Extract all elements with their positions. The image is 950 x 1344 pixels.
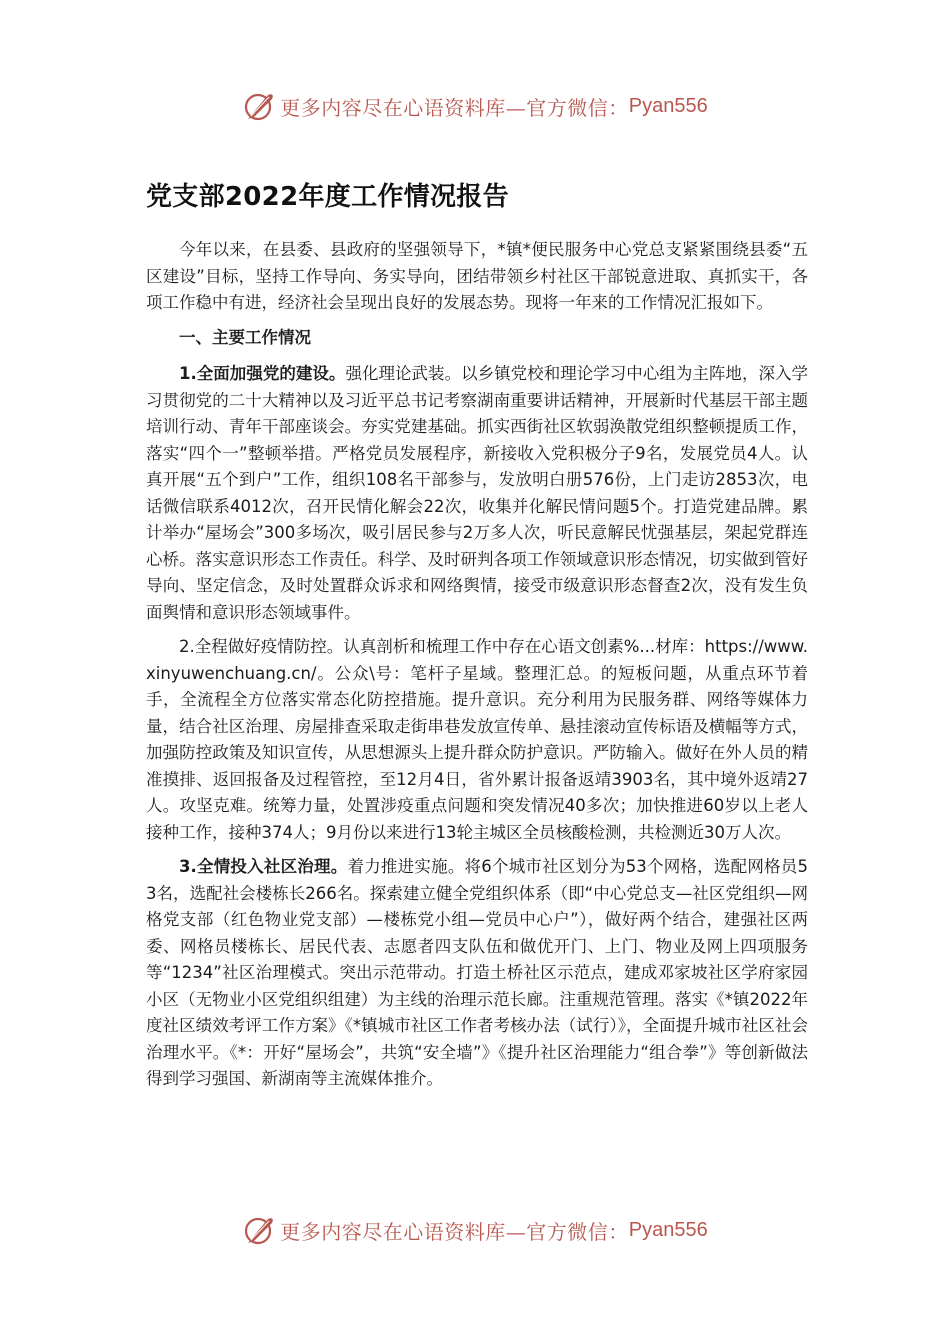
footer-watermark xyxy=(0,1210,950,1250)
item1-lead: 1.全面加强党的建设。 xyxy=(179,364,346,383)
document-body xyxy=(146,176,808,1101)
item3-lead: 3.全情投入社区治理。 xyxy=(179,857,348,876)
intro-paragraph: 今年以来，在县委、县政府的坚强领导下，*镇*便民服务中心党总支紧紧围绕县委“五区建设”目标，坚持工作导向、务实导向，团结带领乡村社区干部锐意进取、真抓实干，各项工作稳中有进，经济社会呈现出良好的发展态势。现将一年来的工作情况汇报如下。 xyxy=(146,240,808,312)
item1-paragraph xyxy=(146,361,808,626)
item2-paragraph: 2.全程做好疫情防控。认真剖析和梳理工作中存在心语文创素%...材库：https://www.xinyuwenchuang.cn/。公众\号：笔杆子星域。整理汇总。的短板问题，从重点环节着手，全流程全方位落实常态化防控措施。提升意识。充分利用为民服务群、网络等媒体力量，结合社区治理、房屋排查采取走街串巷发放宣传单、悬挂滚动宣传标语及横幅等方式，加强防控政策及知识宣传，从思想源头上提升群众防护意识。严防输入。做好在外人员的精准摸排、返回报备及过程管控，至12月4日，省外累计报备返靖3903名，其中境外返靖27人。攻坚克难。统筹力量，处置涉疫重点问题和突发情况40多次；加快推进60岁以上老人接种工作，接种374人；9月份以来进行13轮主城区全员核酸检测，共检测近30万人次。 xyxy=(146,637,809,842)
quill-logo-icon xyxy=(242,89,276,123)
watermark-id: Pyan556 xyxy=(628,1218,708,1241)
document-title: 党支部2022年度工作情况报告 xyxy=(146,182,509,212)
section-heading: 一、主要工作情况 xyxy=(179,327,311,347)
watermark-text: 更多内容尽在心语资料库—官方微信： xyxy=(280,95,629,120)
item1-body: 强化理论武装。以乡镇党校和理论学习中心组为主阵地，深入学习贯彻党的二十大精神以及习近平总书记考察湖南重要讲话精神，开展新时代基层干部主题培训行动、青年干部座谈会。夯实党建基础。抓实西街社区软弱涣散党组织整顿提质工作，落实“四个一”整顿举措。严格党员发展程序，新接收入党积极分子9名，发展党员4人。认真开展“五个到户”工作，组织108名干部参与，发放明白册576份，上门走访2853次，电话微信联系4012次，召开民情化解会22次，收集并化解民情问题5个。打造党建品牌。累计举办“屋场会”300多场次，吸引居民参与2万多人次，听民意解民忧强基层，架起党群连心桥。落实意识形态工作责任。科学、及时研判各项工作领域意识形态情况，切实做到管好导向、坚定信念，及时处置群众诉求和网络舆情，接受市级意识形态督查2次，没有发生负面舆情和意识形态领域事件。 xyxy=(146,364,809,622)
item3-body: 着力推进实施。将6个城市社区划分为53个网格，选配网格员53名，选配社会楼栋长266名。探索建立健全党组织体系（即“中心党总支—社区党组织—网格党支部（红色物业党支部）—楼栋党小组—党员中心户”），做好两个结合，建强社区两委、网格员楼栋长、居民代表、志愿者四支队伍和做优开门、上门、物业及网上四项服务等“1234”社区治理模式。突出示范带动。打造土桥社区示范点，建成邓家坡社区学府家园小区（无物业小区党组织组建）为主线的治理示范长廊。注重规范管理。落实《*镇2022年度社区绩效考评工作方案》《*镇城市社区工作者考核办法（试行）》，全面提升城市社区社会治理水平。《*：开好“屋场会”，共筑“安全墙”》《提升社区治理能力“组合拳”》等创新做法得到学习强国、新湖南等主流媒体推介。 xyxy=(146,857,808,1088)
item3-paragraph xyxy=(146,854,808,1093)
quill-logo-icon xyxy=(242,1213,276,1247)
header-watermark xyxy=(0,86,950,126)
watermark-id: Pyan556 xyxy=(628,94,708,117)
watermark-text: 更多内容尽在心语资料库—官方微信： xyxy=(280,1219,629,1244)
